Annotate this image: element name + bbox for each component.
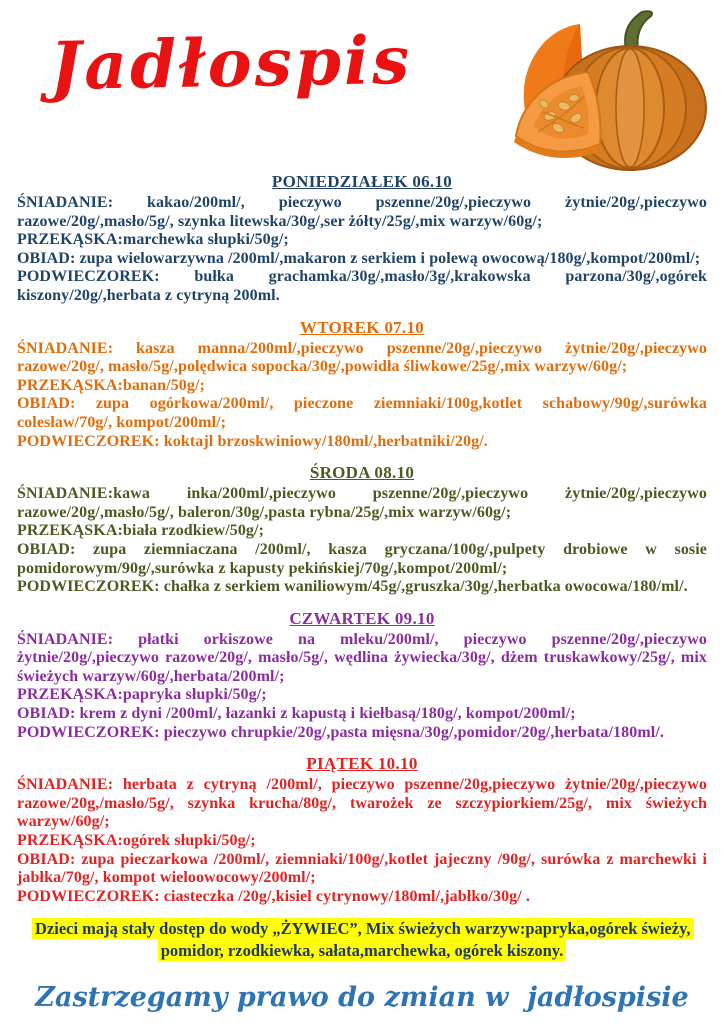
meal-line: PRZEKĄSKA:banan/50g/; (17, 376, 205, 394)
menu-body (17, 172, 707, 1013)
day-section (17, 463, 707, 597)
meal-line: OBIAD: zupa wielowarzywna /200ml/,makaron z serkiem i polewą owocową/180g/,kompot/200ml/; (17, 249, 701, 267)
meal-line: OBIAD: zupa ziemniaczana /200ml/, kasza gryczana/100g/,pulpety drobiowe w sosie pomidorowym/90g/,surówka z kapusty pekińskiej/70g/,kompot/200ml/; (17, 540, 707, 577)
day-title: CZWARTEK 09.10 (289, 608, 435, 628)
meal-line: PRZEKĄSKA:papryka słupki/50g/; (17, 686, 267, 704)
day-meals (17, 194, 707, 306)
meal-line: PRZEKĄSKA:ogórek słupki/50g/; (17, 832, 256, 850)
day-meals (17, 340, 707, 452)
meal-line: ŚNIADANIE: herbata z cytryną /200ml/, pieczywo pszenne/20g,pieczywo żytnie/20g/,pieczywo razowe/20g,/masło/5g/, szynka krucha/80g/, twarożek ze szczypiorkiem/25g/, mix świeżych warzyw/60g/; (17, 776, 707, 831)
disclaimer-text: Zastrzegamy prawo do zmian w jadłospisie (35, 982, 689, 1014)
water-note (32, 918, 692, 962)
day-section (17, 172, 707, 306)
meal-line: OBIAD: zupa ogórkowa/200ml/, pieczone ziemniaki/100g,kotlet schabowy/90g/,surówka colesław/70g/, kompot/200ml/; (17, 395, 707, 431)
meal-line: OBIAD: krem z dyni /200ml/, łazanki z kapustą i kiełbasą/180g/, kompot/200ml/; (17, 705, 576, 723)
meal-line: PODWIECZOREK: bułka grachamka/30g/,masło/3g/,krakowska parzona/30g/,ogórek kiszony/20g/,herbata z cytryną 200ml. (17, 268, 707, 304)
meal-line: PODWIECZOREK: ciasteczka /20g/,kisiel cytrynowy/180ml/,jabłko/30g/ . (17, 887, 531, 905)
meal-line: PRZEKĄSKA:biała rzodkiew/50g/; (17, 522, 265, 540)
pumpkin-image (430, 10, 710, 172)
day-title: WTOREK 07.10 (299, 317, 425, 337)
day-section (17, 754, 707, 906)
meal-line: PODWIECZOREK: pieczywo chrupkie/20g/,pasta mięsna/30g/,pomidor/20g/,herbata/180ml/. (17, 723, 664, 741)
meal-line: ŚNIADANIE: kasza manna/200ml/,pieczywo pszenne/20g/,pieczywo żytnie/20g/,pieczywo razowe/20g/, masło/5g/,polędwica sopocka/30g/,powidła śliwkowe/25g/,mix warzyw/60g/; (17, 339, 707, 376)
day-title: ŚRODA 08.10 (309, 463, 415, 483)
day-section (17, 318, 707, 452)
document-header (0, 0, 724, 172)
meal-line: ŚNIADANIE: kakao/200ml/, pieczywo pszenne/20g/,pieczywo żytnie/20g/,pieczywo razowe/20g/,masło/5g/, szynka litewska/30g/,ser żółty/25g/,mix warzyw/60g/; (17, 194, 707, 230)
day-title: PONIEDZIAŁEK 06.10 (271, 172, 453, 191)
day-title: PIĄTEK 10.10 (306, 754, 418, 774)
meal-line: PODWIECZOREK: koktajl brzoskwiniowy/180ml/,herbatniki/20g/. (17, 432, 488, 450)
meal-line: PRZEKĄSKA:marchewka słupki/50g/; (17, 231, 289, 249)
water-note-text: Dzieci mają stały dostęp do wody „ŻYWIEC”, Mix świeżych warzyw:papryka,ogórek świeży, pomidor, rzodkiewka, sałata,marchewka, ogórek kiszony. (32, 918, 694, 961)
meal-line: ŚNIADANIE:kawa inka/200ml/,pieczywo pszenne/20g/,pieczywo żytnie/20g/,pieczywo razowe/20g/,masło/5g/, baleron/30g/,pasta rybna/25g/,mix warzyw/60g/; (17, 485, 707, 521)
day-meals (17, 485, 707, 597)
menu-days (17, 172, 707, 906)
meal-line: ŚNIADANIE: płatki orkiszowe na mleku/200ml/, pieczywo pszenne/20g/,pieczywo żytnie/20g/,pieczywo razowe/20g/, masło/5g/, wędlina żywiecka/30g/, dżem truskawkowy/25g/, mix świeżych warzyw/60g/,herbata/200ml/; (17, 630, 707, 685)
page-title: Jadłospis (49, 20, 413, 106)
meal-line: PODWIECZOREK: chałka z serkiem waniliowym/45g/,gruszka/30g/,herbatka owocowa/180/ml/. (17, 578, 688, 596)
day-meals (17, 776, 707, 906)
meal-line: OBIAD: zupa pieczarkowa /200ml/, ziemniaki/100g/,kotlet jajeczny /90g/, surówka z marchewki i jabłka/70g/, kompot wieloowocowy/200ml/; (17, 850, 707, 887)
day-meals (17, 631, 707, 743)
day-section (17, 609, 707, 743)
